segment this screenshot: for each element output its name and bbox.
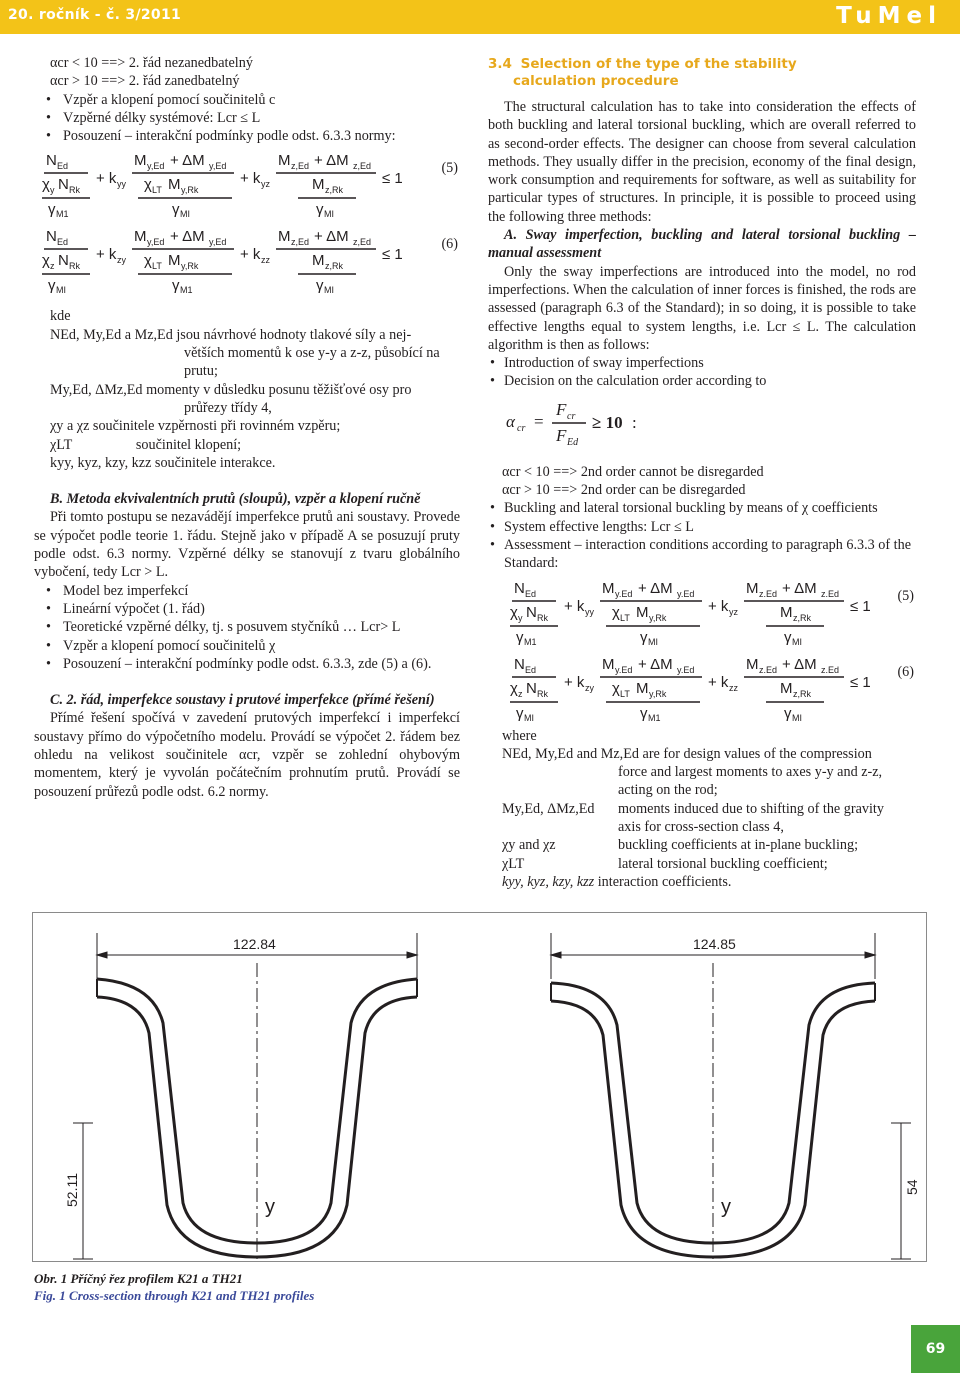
svg-text:γ: γ — [48, 277, 56, 294]
svg-text:M: M — [134, 152, 147, 170]
svg-text:N: N — [46, 152, 57, 170]
arrow-head — [551, 952, 561, 958]
svg-text:+ ΔM: + ΔM — [782, 579, 817, 597]
def-en-n-ed-cont2: acting on the rod; — [618, 782, 718, 799]
svg-text:+ k: + k — [96, 246, 117, 264]
svg-text:zz: zz — [261, 255, 270, 266]
def-n-ed-cont: větších momentů k ose y-y a z-z, působící na — [184, 345, 440, 362]
svg-text:+ ΔM: + ΔM — [638, 579, 673, 597]
svg-text:M: M — [278, 152, 291, 170]
svg-text:+ ΔM: + ΔM — [638, 655, 673, 673]
svg-text:M: M — [636, 679, 649, 697]
svg-text:cr: cr — [567, 410, 576, 422]
svg-text:+ k: + k — [564, 673, 585, 691]
axis-label-left: y — [265, 1196, 275, 1218]
equation-5-en-graphic — [502, 575, 882, 645]
svg-text:+ ΔM: + ΔM — [782, 655, 817, 673]
section-c-paragraph: Přímé řešení spočívá v zavedení prutových imperfekcí i imperfekcí soustavy přímo do výpočetního modelu. Provádí se výpočet 2. řádem bez ohledu na velikost součinitele αcr, vzpěr se zohlední ohybovým momentem, který je vyvolán počátečním prohnutím prutů. Provádí se posouzení průřezů podle odst. 6.2 normy. — [34, 710, 460, 800]
page-number: 69 — [911, 1325, 960, 1373]
svg-text:Rk: Rk — [69, 261, 80, 272]
svg-text:χ: χ — [42, 176, 50, 194]
svg-text:y.Ed: y.Ed — [677, 664, 695, 675]
svg-text:MI: MI — [180, 209, 190, 218]
svg-text:M: M — [636, 603, 649, 621]
arrow-head — [865, 952, 875, 958]
svg-text:γ: γ — [640, 704, 648, 721]
def-en-chi-text: buckling coefficients at in-plane buckling; — [618, 837, 859, 854]
svg-text:MI: MI — [792, 712, 802, 721]
svg-text:LT: LT — [152, 185, 162, 196]
svg-text:+ k: + k — [708, 673, 729, 691]
list-item: • Lineární výpočet (1. řád) — [34, 600, 460, 618]
svg-text:y,Ed: y,Ed — [209, 161, 227, 172]
svg-text:+ ΔM: + ΔM — [314, 228, 349, 246]
svg-text:LT: LT — [152, 261, 162, 272]
svg-text:≤ 1: ≤ 1 — [850, 597, 871, 615]
svg-text:M: M — [746, 579, 759, 597]
section-title-line-2: calculation procedure — [513, 73, 679, 89]
method-a-heading: A. Sway imperfection, buckling and lateral torsional buckling – manual assessment — [488, 227, 916, 262]
svg-text:z,Rk: z,Rk — [325, 261, 343, 272]
svg-text:yy: yy — [117, 179, 126, 190]
svg-text:M: M — [602, 655, 615, 673]
svg-text:MI: MI — [792, 636, 802, 645]
def-en-chi — [488, 836, 916, 854]
def-en-m-ed-cont: axis for cross-section class 4, — [618, 819, 784, 836]
svg-text:γ: γ — [784, 628, 792, 645]
svg-text:M: M — [602, 579, 615, 597]
def-en-chi-lt-text: lateral torsional buckling coefficient; — [618, 855, 828, 872]
dim-label-top-right: 124.85 — [693, 936, 736, 952]
def-en-n-ed: NEd, My,Ed and Mz,Ed are for design values of the compression — [502, 745, 872, 762]
def-chi: χy a χz součinitele vzpěrnosti při rovinném vzpěru; — [50, 418, 341, 435]
caption-en: Fig. 1 Cross-section through K21 and TH21 profiles — [34, 1288, 315, 1303]
svg-text:N: N — [514, 655, 525, 673]
svg-text:+ ΔM: + ΔM — [170, 228, 205, 246]
svg-text:M: M — [278, 228, 291, 246]
svg-text:MI: MI — [56, 285, 66, 294]
svg-text:+ ΔM: + ΔM — [170, 152, 205, 170]
svg-text:y: y — [50, 185, 55, 196]
svg-text:y,Rk: y,Rk — [649, 612, 667, 623]
list-item: • Vzpěrné délky systémové: Lcr ≤ L — [34, 109, 460, 127]
def-en-m-ed-text: moments induced due to shifting of the gravity — [618, 800, 884, 817]
svg-text:yz: yz — [261, 179, 270, 190]
svg-text:χ: χ — [510, 603, 518, 621]
dim-label-left-height: 52.11 — [64, 1173, 80, 1207]
def-en-chi-lt — [488, 855, 916, 873]
svg-text:MI: MI — [524, 712, 534, 721]
svg-text:y: y — [518, 612, 523, 623]
alpha-condition-2: αcr > 10 ==> 2nd order can be disregarded — [502, 482, 746, 499]
def-m-ed: My,Ed, ΔMz,Ed momenty v důsledku posunu těžišťové osy pro — [50, 381, 412, 398]
svg-text:≤ 1: ≤ 1 — [382, 246, 403, 264]
svg-text:z,Ed: z,Ed — [353, 161, 372, 172]
dim-label-top-left: 122.84 — [233, 936, 276, 952]
svg-text:LT: LT — [620, 688, 630, 699]
equation-5-number: (5) — [441, 160, 458, 177]
svg-text:MI: MI — [324, 285, 334, 294]
equation-6-number: (6) — [441, 236, 458, 253]
svg-text:M: M — [746, 655, 759, 673]
svg-text:+ k: + k — [240, 170, 261, 188]
svg-text:M1: M1 — [648, 712, 661, 721]
svg-text:y,Ed: y,Ed — [147, 237, 165, 248]
bullet-list-c — [488, 354, 916, 391]
svg-text:γ: γ — [172, 201, 180, 218]
equation-6 — [34, 223, 460, 293]
where-label: where — [502, 727, 537, 744]
svg-text:y,Ed: y,Ed — [147, 161, 165, 172]
header-bar — [0, 0, 960, 34]
bullet-list-a — [34, 91, 460, 146]
equation-5-graphic — [34, 147, 414, 217]
svg-text:z,Ed: z,Ed — [291, 161, 310, 172]
svg-text:z.Ed: z.Ed — [759, 664, 778, 675]
svg-text:+ k: + k — [96, 170, 117, 188]
svg-text:y,Ed: y,Ed — [209, 237, 227, 248]
def-en-k-text: interaction coefficients. — [597, 873, 732, 890]
cross-section-drawing — [33, 913, 926, 1261]
svg-text:M: M — [312, 176, 325, 194]
arrow-head — [407, 952, 417, 958]
def-en-m-ed-term: My,Ed, ΔMz,Ed — [502, 800, 595, 817]
svg-text:N: N — [58, 252, 69, 270]
svg-text:MI: MI — [648, 636, 658, 645]
section-b-heading: B. Metoda ekvivalentních prutů (sloupů), vzpěr a klopení ručně — [50, 491, 421, 508]
svg-text:Ed: Ed — [525, 664, 537, 675]
def-en-k-term: kyy, kyz, kzy, kzz — [502, 873, 595, 890]
svg-text:N: N — [58, 176, 69, 194]
svg-text:z,Rk: z,Rk — [793, 612, 811, 623]
svg-text:χ: χ — [144, 252, 152, 270]
svg-text:z,Rk: z,Rk — [325, 185, 343, 196]
svg-text:LT: LT — [620, 612, 630, 623]
svg-text:y,Rk: y,Rk — [649, 688, 667, 699]
right-column — [488, 56, 916, 891]
svg-text:Ed: Ed — [57, 237, 69, 248]
list-item: • Teoretické vzpěrné délky, tj. s posuvem styčníků … Lcr> L — [34, 618, 460, 636]
dim-label-right-height: 54 — [904, 1179, 920, 1195]
left-column — [34, 54, 460, 801]
list-item: • Vzpěr a klopení pomocí součinitelů χ — [34, 637, 460, 655]
svg-text:γ: γ — [640, 628, 648, 645]
arrow-head — [97, 952, 107, 958]
svg-text:=: = — [534, 411, 544, 431]
def-en-n-ed-cont: force and largest moments to axes y-y and z-z, — [618, 764, 883, 781]
svg-text:z,Ed: z,Ed — [291, 237, 310, 248]
svg-text:M: M — [168, 176, 181, 194]
section-title-line-1: Selection of the type of the stability — [520, 56, 797, 72]
svg-text:χ: χ — [144, 176, 152, 194]
svg-text:Rk: Rk — [537, 688, 548, 699]
svg-text:z: z — [50, 261, 55, 272]
svg-text:N: N — [46, 228, 57, 246]
svg-text:γ: γ — [316, 201, 324, 218]
bullet-list-b — [34, 582, 460, 673]
svg-text:zy: zy — [117, 255, 126, 266]
svg-text:Rk: Rk — [537, 612, 548, 623]
svg-text:z.Ed: z.Ed — [821, 664, 840, 675]
caption-cz: Obr. 1 Příčný řez profilem K21 a TH21 — [34, 1271, 243, 1286]
def-m-ed-cont: průřezy třídy 4, — [184, 399, 272, 416]
def-chi-lt: χLT součinitel klopení; — [50, 436, 242, 453]
alpha-line-2: αcr > 10 ==> 2. řád zanedbatelný — [50, 73, 240, 90]
def-n-ed: NEd, My,Ed a Mz,Ed jsou návrhové hodnoty tlakové síly a nej- — [50, 326, 412, 343]
issue-label: 20. ročník - č. 3/2011 — [8, 7, 182, 23]
svg-text:γ: γ — [48, 201, 56, 218]
list-item: • Posouzení – interakční podmínky podle odst. 6.3.3, zde (5) a (6). — [34, 655, 460, 673]
equation-5-en-number: (5) — [897, 587, 914, 604]
svg-text:+ ΔM: + ΔM — [314, 152, 349, 170]
svg-text:≤ 1: ≤ 1 — [382, 170, 403, 188]
svg-text:MI: MI — [324, 209, 334, 218]
svg-text:F: F — [556, 399, 567, 419]
svg-text:+ k: + k — [564, 597, 585, 615]
svg-text:y,Rk: y,Rk — [181, 261, 199, 272]
def-en-k — [488, 873, 916, 891]
journal-logo: TuMel — [836, 3, 942, 29]
list-item: • Decision on the calculation order according to — [488, 372, 916, 390]
svg-text:Ed: Ed — [57, 161, 69, 172]
svg-text:χ: χ — [612, 679, 620, 697]
svg-text:γ: γ — [784, 704, 792, 721]
alpha-condition-1: αcr < 10 ==> 2nd order cannot be disregarded — [502, 463, 764, 480]
svg-text:γ: γ — [172, 277, 180, 294]
svg-text:≥ 10: ≥ 10 — [592, 412, 623, 432]
equation-6-graphic — [34, 223, 414, 293]
svg-text:α: α — [506, 411, 515, 431]
svg-text:N: N — [526, 603, 537, 621]
svg-text:+ k: + k — [708, 597, 729, 615]
svg-text:N: N — [526, 679, 537, 697]
svg-text:z,Ed: z,Ed — [353, 237, 372, 248]
section-b-paragraph: Při tomto postupu se nezavádějí imperfekce prutů ani soustavy. Provede se výpočet podle teorie 1. řádu. Stejně jako v případě A se posuzují pruty podle odst. 6.3 normy. Vzpěrné délky se stanovují z tvaru globálního vybočení, tedy Lcr > L. — [34, 509, 460, 581]
figure-caption — [34, 1270, 314, 1304]
svg-text:zy: zy — [585, 682, 594, 693]
svg-text:Rk: Rk — [69, 185, 80, 196]
equation-5 — [34, 147, 460, 217]
svg-text:y.Ed: y.Ed — [677, 588, 695, 599]
svg-text:y.Ed: y.Ed — [615, 664, 633, 675]
alpha-formula — [488, 397, 916, 453]
list-item: • Model bez imperfekcí — [34, 582, 460, 600]
svg-text:yz: yz — [729, 606, 738, 617]
def-en-m-ed — [488, 800, 916, 818]
svg-text:χ: χ — [510, 679, 518, 697]
svg-text:χ: χ — [612, 603, 620, 621]
svg-text:Ed: Ed — [567, 436, 579, 448]
svg-text:M: M — [780, 603, 793, 621]
list-item: • Posouzení – interakční podmínky podle odst. 6.3.3 normy: — [34, 127, 460, 145]
equation-6-en — [502, 651, 916, 721]
bullet-list-d — [488, 499, 916, 572]
svg-text::: : — [632, 412, 637, 432]
axis-label-right: y — [721, 1196, 731, 1218]
kde-label: kde — [50, 308, 71, 325]
svg-text:z,Rk: z,Rk — [793, 688, 811, 699]
svg-text:F: F — [556, 425, 567, 445]
svg-text:yy: yy — [585, 606, 594, 617]
svg-text:+ k: + k — [240, 246, 261, 264]
svg-text:M: M — [780, 679, 793, 697]
svg-text:γ: γ — [516, 704, 524, 721]
svg-text:z: z — [518, 688, 523, 699]
section-heading — [488, 56, 916, 90]
equation-5-en — [502, 575, 916, 645]
equation-6-en-graphic — [502, 651, 882, 721]
def-en-chi-term: χy and χz — [502, 837, 556, 854]
svg-text:M1: M1 — [180, 285, 193, 294]
svg-text:N: N — [514, 579, 525, 597]
list-item: • Introduction of sway imperfections — [488, 354, 916, 372]
svg-text:zz: zz — [729, 682, 738, 693]
def-k: kyy, kyz, kzy, kzz součinitele interakce. — [50, 454, 276, 471]
svg-text:M: M — [312, 252, 325, 270]
svg-text:cr: cr — [517, 422, 526, 434]
def-en-chi-lt-term: χLT — [502, 855, 525, 872]
def-n-ed-cont2: prutu; — [184, 363, 218, 380]
svg-text:M1: M1 — [524, 636, 537, 645]
svg-text:z.Ed: z.Ed — [759, 588, 778, 599]
svg-text:γ: γ — [516, 628, 524, 645]
svg-text:y,Rk: y,Rk — [181, 185, 199, 196]
svg-text:y.Ed: y.Ed — [615, 588, 633, 599]
alpha-formula-graphic — [488, 397, 648, 449]
list-item: • Buckling and lateral torsional buckling by means of χ coefficients — [488, 499, 916, 517]
list-item: • Vzpěr a klopení pomocí součinitelů c — [34, 91, 460, 109]
svg-text:≤ 1: ≤ 1 — [850, 673, 871, 691]
section-number: 3.4 — [488, 56, 512, 72]
method-a-paragraph: Only the sway imperfections are introduced into the model, no rod imperfections. When the calculation of inner forces is finished, the rods are assessed (paragraph 6.3 of the Standard); in so doing, it is possible to take effective lengths equal to system lengths, i.e. Lcr ≤ L. The calculation algorithm is then as follows: — [488, 263, 916, 353]
svg-text:z.Ed: z.Ed — [821, 588, 840, 599]
alpha-line-1: αcr < 10 ==> 2. řád nezanedbatelný — [50, 55, 253, 71]
svg-text:χ: χ — [42, 252, 50, 270]
svg-text:Ed: Ed — [525, 588, 537, 599]
svg-text:M1: M1 — [56, 209, 69, 218]
intro-paragraph: The structural calculation has to take into consideration the effects of both buckling and lateral torsional buckling, which are overall referred to as second-order effects. The designer can choose from several calculation methods. They usually differ in the precision, economy of the final design, work consumption and requirements for software, as well as suitability for particular types of structures. In principle, it is possible to proceed using the following three methods: — [488, 99, 916, 225]
equation-6-en-number: (6) — [897, 663, 914, 680]
svg-text:M: M — [168, 252, 181, 270]
section-c-heading: C. 2. řád, imperfekce soustavy i prutové imperfekce (přímé řešení) — [50, 692, 435, 709]
list-item: • System effective lengths: Lcr ≤ L — [488, 518, 916, 536]
svg-text:γ: γ — [316, 277, 324, 294]
list-item: • Assessment – interaction conditions according to paragraph 6.3.3 of the Standard: — [488, 536, 916, 573]
svg-text:M: M — [134, 228, 147, 246]
cross-section-figure — [32, 912, 927, 1262]
